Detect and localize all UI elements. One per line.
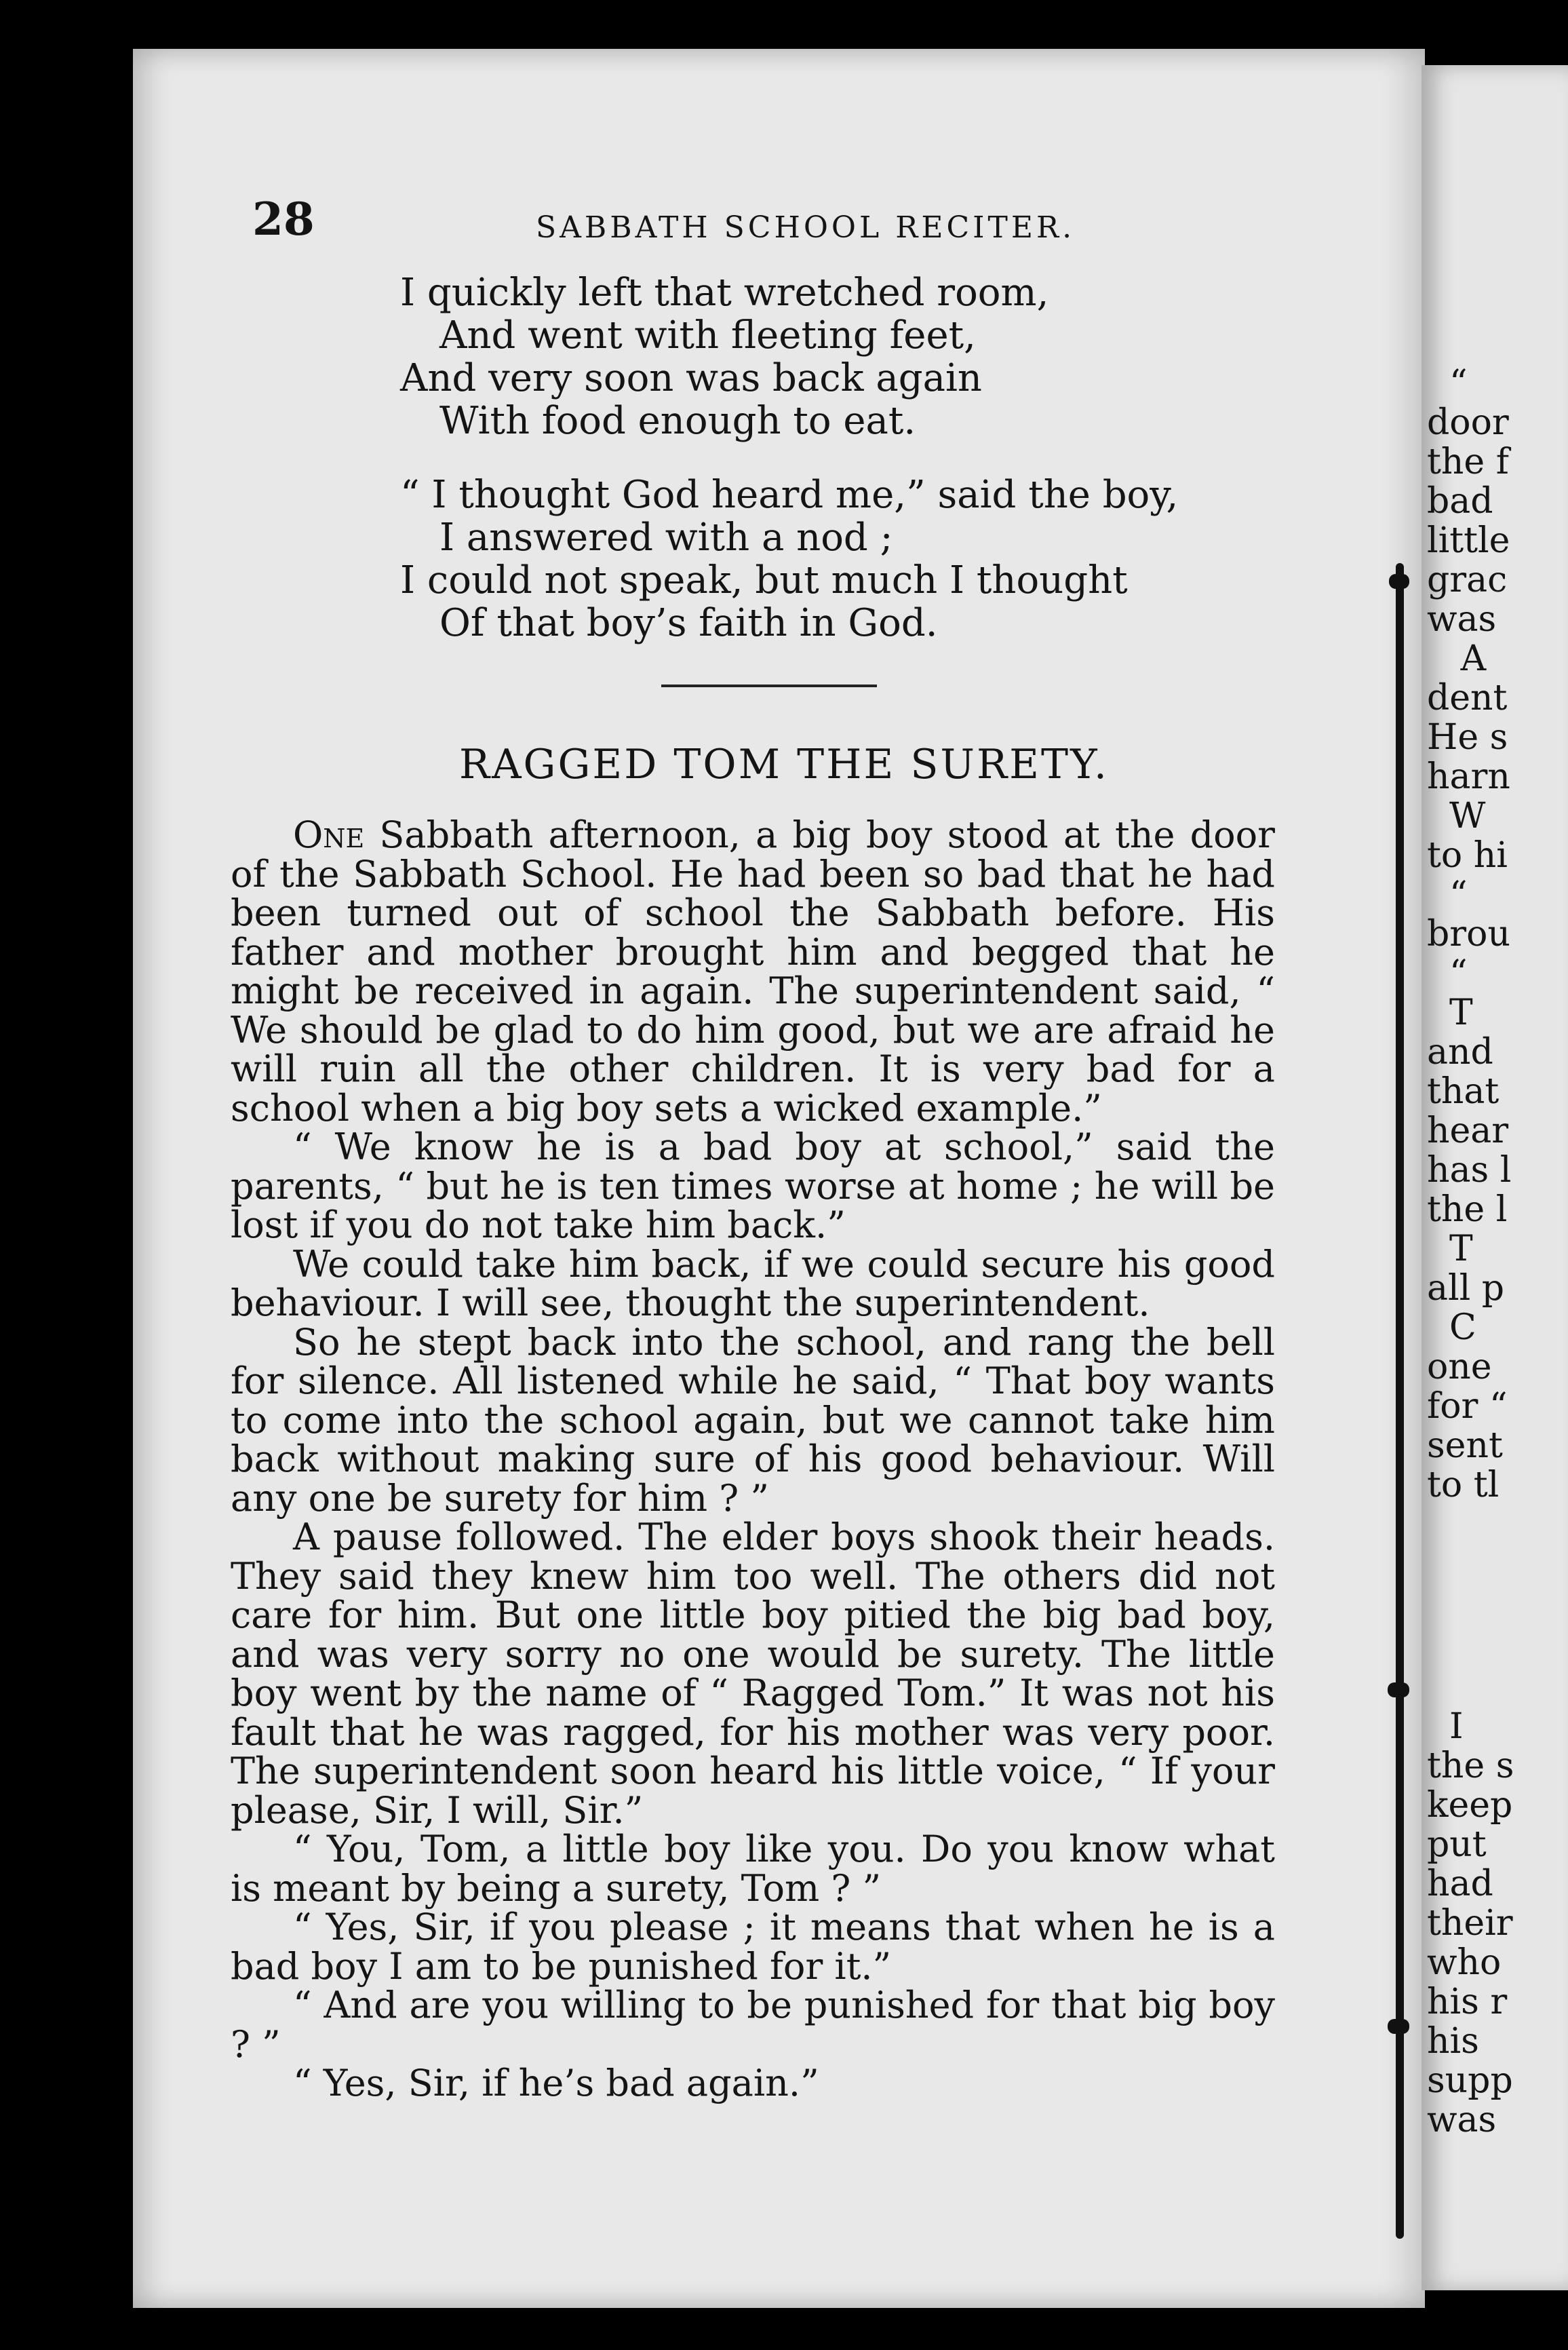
right-page-text-top: “ door the f bad little grac was A dent He s harn W to hi “ brou “ T and that hear has l the l T all p C one for “ sent to tl — [1427, 363, 1512, 1505]
poem-line: With food enough to eat. — [439, 399, 916, 443]
binding-mark-top — [1389, 574, 1409, 589]
paragraph-body: “ Yes, Sir, if you please ; it means that when he is a bad boy I am to be punished for it.” — [231, 1906, 1275, 1988]
paragraph — [231, 2064, 1275, 2103]
poem-line: Of that boy’s faith in God. — [439, 601, 938, 645]
paragraph-body: “ And are you willing to be punished for that big boy ? ” — [231, 1984, 1275, 2066]
poem-line: “ I thought God heard me,” said the boy, — [400, 473, 1179, 517]
poem-line: And went with fleeting feet, — [439, 313, 976, 358]
paragraph — [231, 815, 1275, 1128]
paragraph-body: We could take him back, if we could secure his good behaviour. I will see, thought the superintendent. — [231, 1242, 1275, 1324]
stanza-gap — [400, 442, 1178, 474]
paragraph-lead: One — [293, 813, 365, 856]
poem-line: And very soon was back again — [400, 356, 982, 400]
paragraph — [231, 1908, 1275, 1986]
running-head: SABBATH SCHOOL RECITER. — [536, 210, 1076, 245]
paragraph — [231, 1830, 1275, 1908]
right-page-text-bottom: I the s keep put had their who his r his supp was — [1427, 1706, 1514, 2140]
poem-line: I quickly left that wretched room, — [400, 271, 1049, 315]
binding-mark-middle — [1388, 1682, 1409, 1697]
paragraph — [231, 1986, 1275, 2064]
paragraph-body: So he stept back into the school, and rang the bell for silence. All listened while he said, “ That boy wants to come into the school again, but we cannot take him back without making sure of his good behaviour. Will any one be surety for him ? ” — [231, 1320, 1275, 1520]
book-gutter — [1396, 563, 1404, 2239]
right-page — [1422, 65, 1568, 2290]
paragraph — [231, 1125, 1275, 1246]
paragraph-body: “ You, Tom, a little boy like you. Do you know what is meant by being a surety, Tom ? ” — [231, 1828, 1275, 1910]
paragraph-body: “ Yes, Sir, if he’s bad again.” — [293, 2062, 819, 2104]
poem — [400, 271, 1178, 644]
poem-line: I could not speak, but much I thought — [400, 558, 1128, 602]
section-divider — [661, 685, 877, 687]
paragraph — [231, 1320, 1275, 1520]
paragraph-body: A pause followed. The elder boys shook their heads. They said they knew him too well. The others did not care for him. But one little boy pitied the big bad boy, and was very sorry no one would be surety. The little boy went by the name of “ Ragged Tom.” It was not his fault that he was ragged, for his mother was very poor. The superintendent soon heard his little voice, “ If your please, Sir, I will, Sir.” — [231, 1516, 1275, 1832]
binding-mark-bottom — [1388, 2019, 1409, 2034]
paragraph — [231, 1518, 1275, 1830]
paragraph — [231, 1242, 1275, 1324]
page-number: 28 — [252, 193, 315, 246]
paragraph-body: Sabbath afternoon, a big boy stood at the door of the Sabbath School. He had been so bad that he had been turned out of school the Sabbath before. His father and mother brought him and begged that he might be received in again. The superintendent said, “ We should be glad to do him good, but we are afraid he will ruin all the other children. It is very bad for a school when a big boy sets a wicked example.” — [231, 813, 1275, 1130]
paragraph-body: “ We know he is a bad boy at school,” said the parents, “ but he is ten times worse at home ; he will be lost if you do not take him back.” — [231, 1125, 1275, 1246]
story-text — [231, 815, 1275, 2103]
section-title: RAGGED TOM THE SURETY. — [459, 741, 1109, 788]
poem-line: I answered with a nod ; — [439, 516, 893, 560]
